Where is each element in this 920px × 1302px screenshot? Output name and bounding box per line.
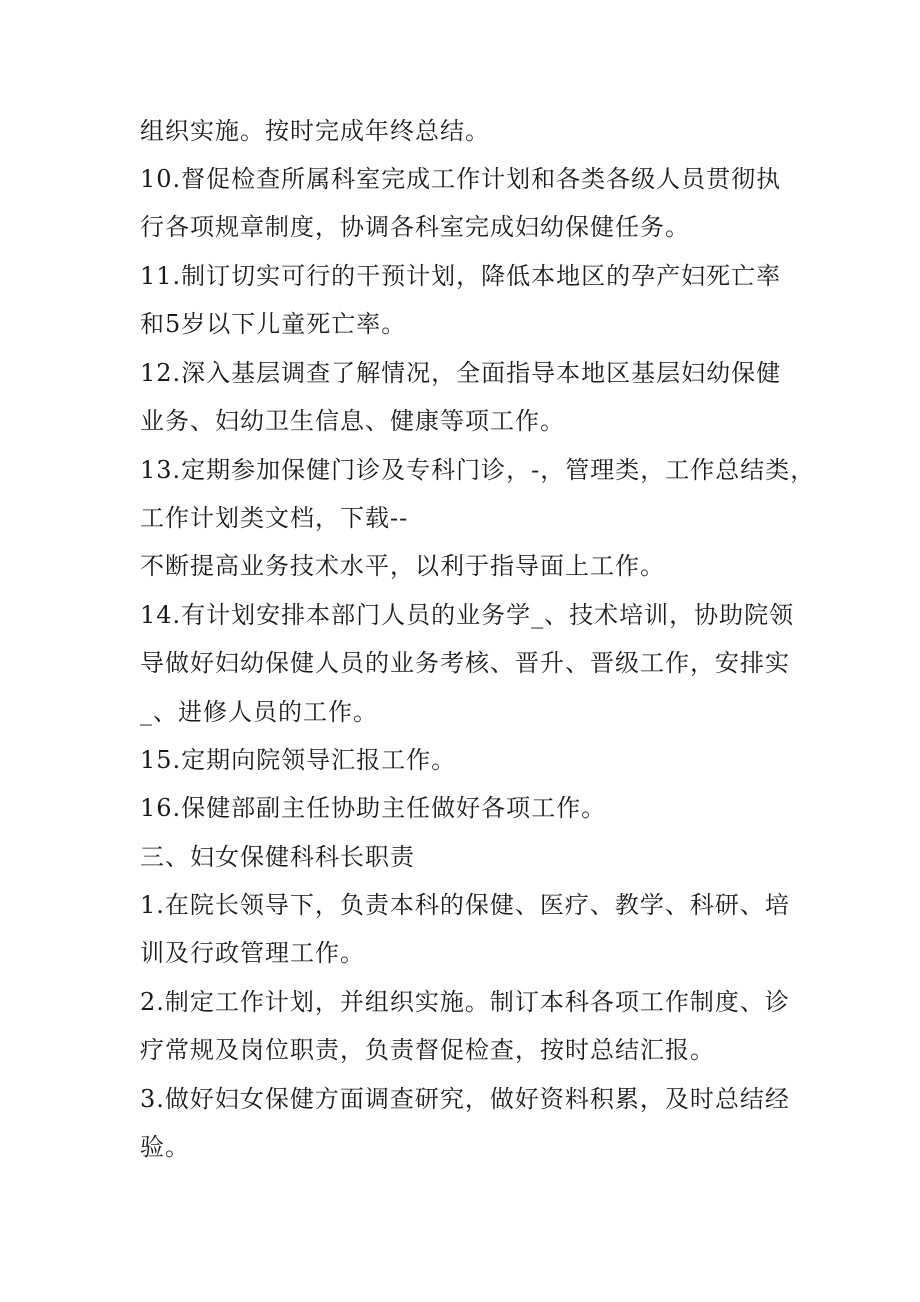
text-line: 业务、妇幼卫生信息、健康等项工作。: [140, 407, 565, 435]
text-line: 行各项规章制度，协调各科室完成妇幼保健任务。: [140, 213, 690, 241]
text-line: 10.督促检查所属科室完成工作计划和各类各级人员贯彻执: [140, 165, 782, 193]
text-line: 疗常规及岗位职责，负责督促检查，按时总结汇报。: [140, 1036, 715, 1064]
text-line: 组织实施。按时完成年终总结。: [140, 117, 490, 145]
text-line: 15.定期向院领导汇报工作。: [140, 746, 457, 774]
text-line: 2.制定工作计划，并组织实施。制订本科各项工作制度、诊: [140, 988, 790, 1016]
text-line: 1.在院长领导下，负责本科的保健、医疗、教学、科研、培: [140, 891, 790, 919]
text-line: 14.有计划安排本部门人员的业务学_、技术培训，协助院领: [140, 601, 795, 629]
text-line: 训及行政管理工作。: [140, 939, 365, 967]
text-line: 12.深入基层调查了解情况，全面指导本地区基层妇幼保健: [140, 359, 782, 387]
section-heading: 三、妇女保健科科长职责: [140, 843, 415, 871]
text-line: 验。: [140, 1133, 190, 1161]
text-line: 不断提高业务技术水平，以利于指导面上工作。: [140, 552, 665, 580]
text-line: 13.定期参加保健门诊及专科门诊，-，管理类，工作总结类，: [140, 456, 816, 484]
text-line: 3.做好妇女保健方面调查研究，做好资料积累，及时总结经: [140, 1085, 790, 1113]
text-line: 导做好妇幼保健人员的业务考核、晋升、晋级工作，安排实: [140, 649, 790, 677]
text-line: 16.保健部副主任协助主任做好各项工作。: [140, 794, 607, 822]
text-line: _、进修人员的工作。: [140, 698, 378, 726]
text-line: 工作计划类文档，下载--: [140, 504, 409, 532]
text-line: 和5岁以下儿童死亡率。: [140, 310, 407, 338]
text-line: 11.制订切实可行的干预计划，降低本地区的孕产妇死亡率: [140, 262, 782, 290]
